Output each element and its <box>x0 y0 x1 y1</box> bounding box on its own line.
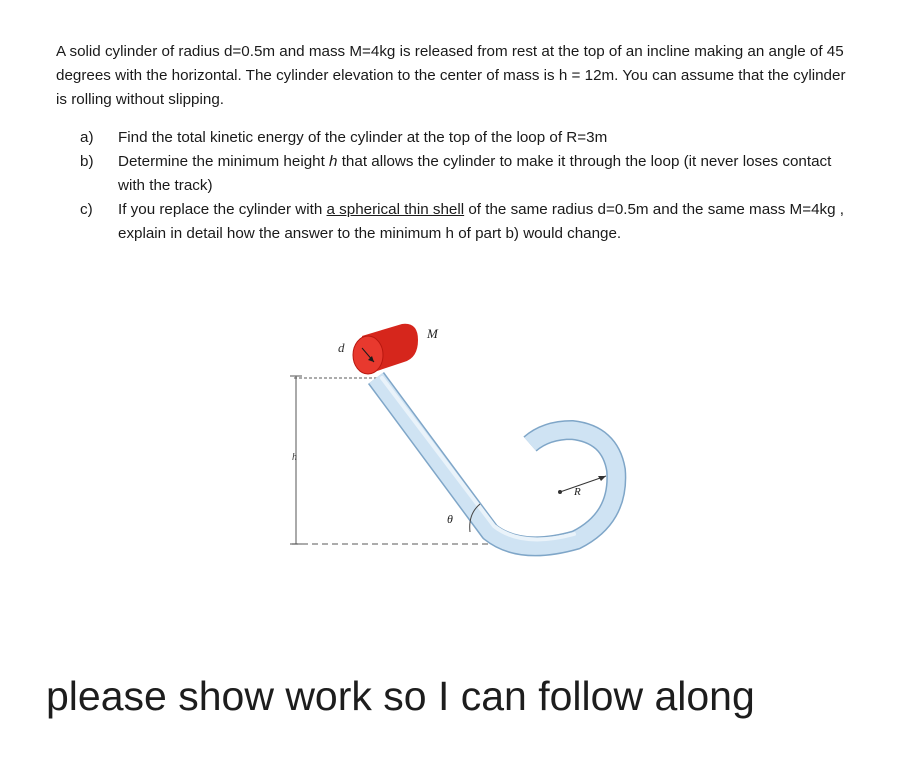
part-c <box>56 198 856 246</box>
loop-radius-line <box>560 476 606 492</box>
label-height: h <box>292 452 297 463</box>
problem-statement <box>56 40 856 246</box>
figure-svg <box>284 318 634 568</box>
problem-intro: A solid cylinder of radius d=0.5m and mass M=4kg is released from rest at the top of an incline making an angle of 45 degrees with the horizontal. The cylinder elevation to the center of mass is h = 12m. You can assume that the cylinder is rolling without slipping. <box>56 43 846 108</box>
part-a <box>56 126 856 150</box>
track-edge <box>376 378 616 546</box>
part-c-text-after: of the same radius d=0.5m and the same mass M=4kg , explain in detail how the answer to the minimum h of part b) would change. <box>118 201 845 242</box>
part-b <box>56 150 856 198</box>
label-loop-radius: R <box>574 486 581 498</box>
help-request-text: please show work so I can follow along <box>46 673 755 719</box>
problem-parts-list <box>56 126 856 246</box>
part-a-marker: a) <box>80 129 94 146</box>
part-b-marker: b) <box>80 153 94 170</box>
part-b-text-italic: h <box>329 153 338 170</box>
part-c-text-before: If you replace the cylinder with <box>118 201 327 218</box>
track-surface <box>376 378 616 546</box>
part-c-marker: c) <box>80 201 93 218</box>
label-mass: M <box>427 326 438 341</box>
part-a-text: Find the total kinetic energy of the cylinder at the top of the loop of R=3m <box>118 129 608 146</box>
part-b-text-after: that allows the cylinder to make it through the loop (it never loses contact with the track) <box>118 153 832 194</box>
part-b-text-before: Determine the minimum height <box>118 153 330 170</box>
part-c-text-underlined: a spherical thin shell <box>326 201 465 218</box>
label-cylinder-radius: d <box>338 340 345 355</box>
incline-loop-figure <box>284 318 634 568</box>
label-angle: θ <box>447 512 453 526</box>
